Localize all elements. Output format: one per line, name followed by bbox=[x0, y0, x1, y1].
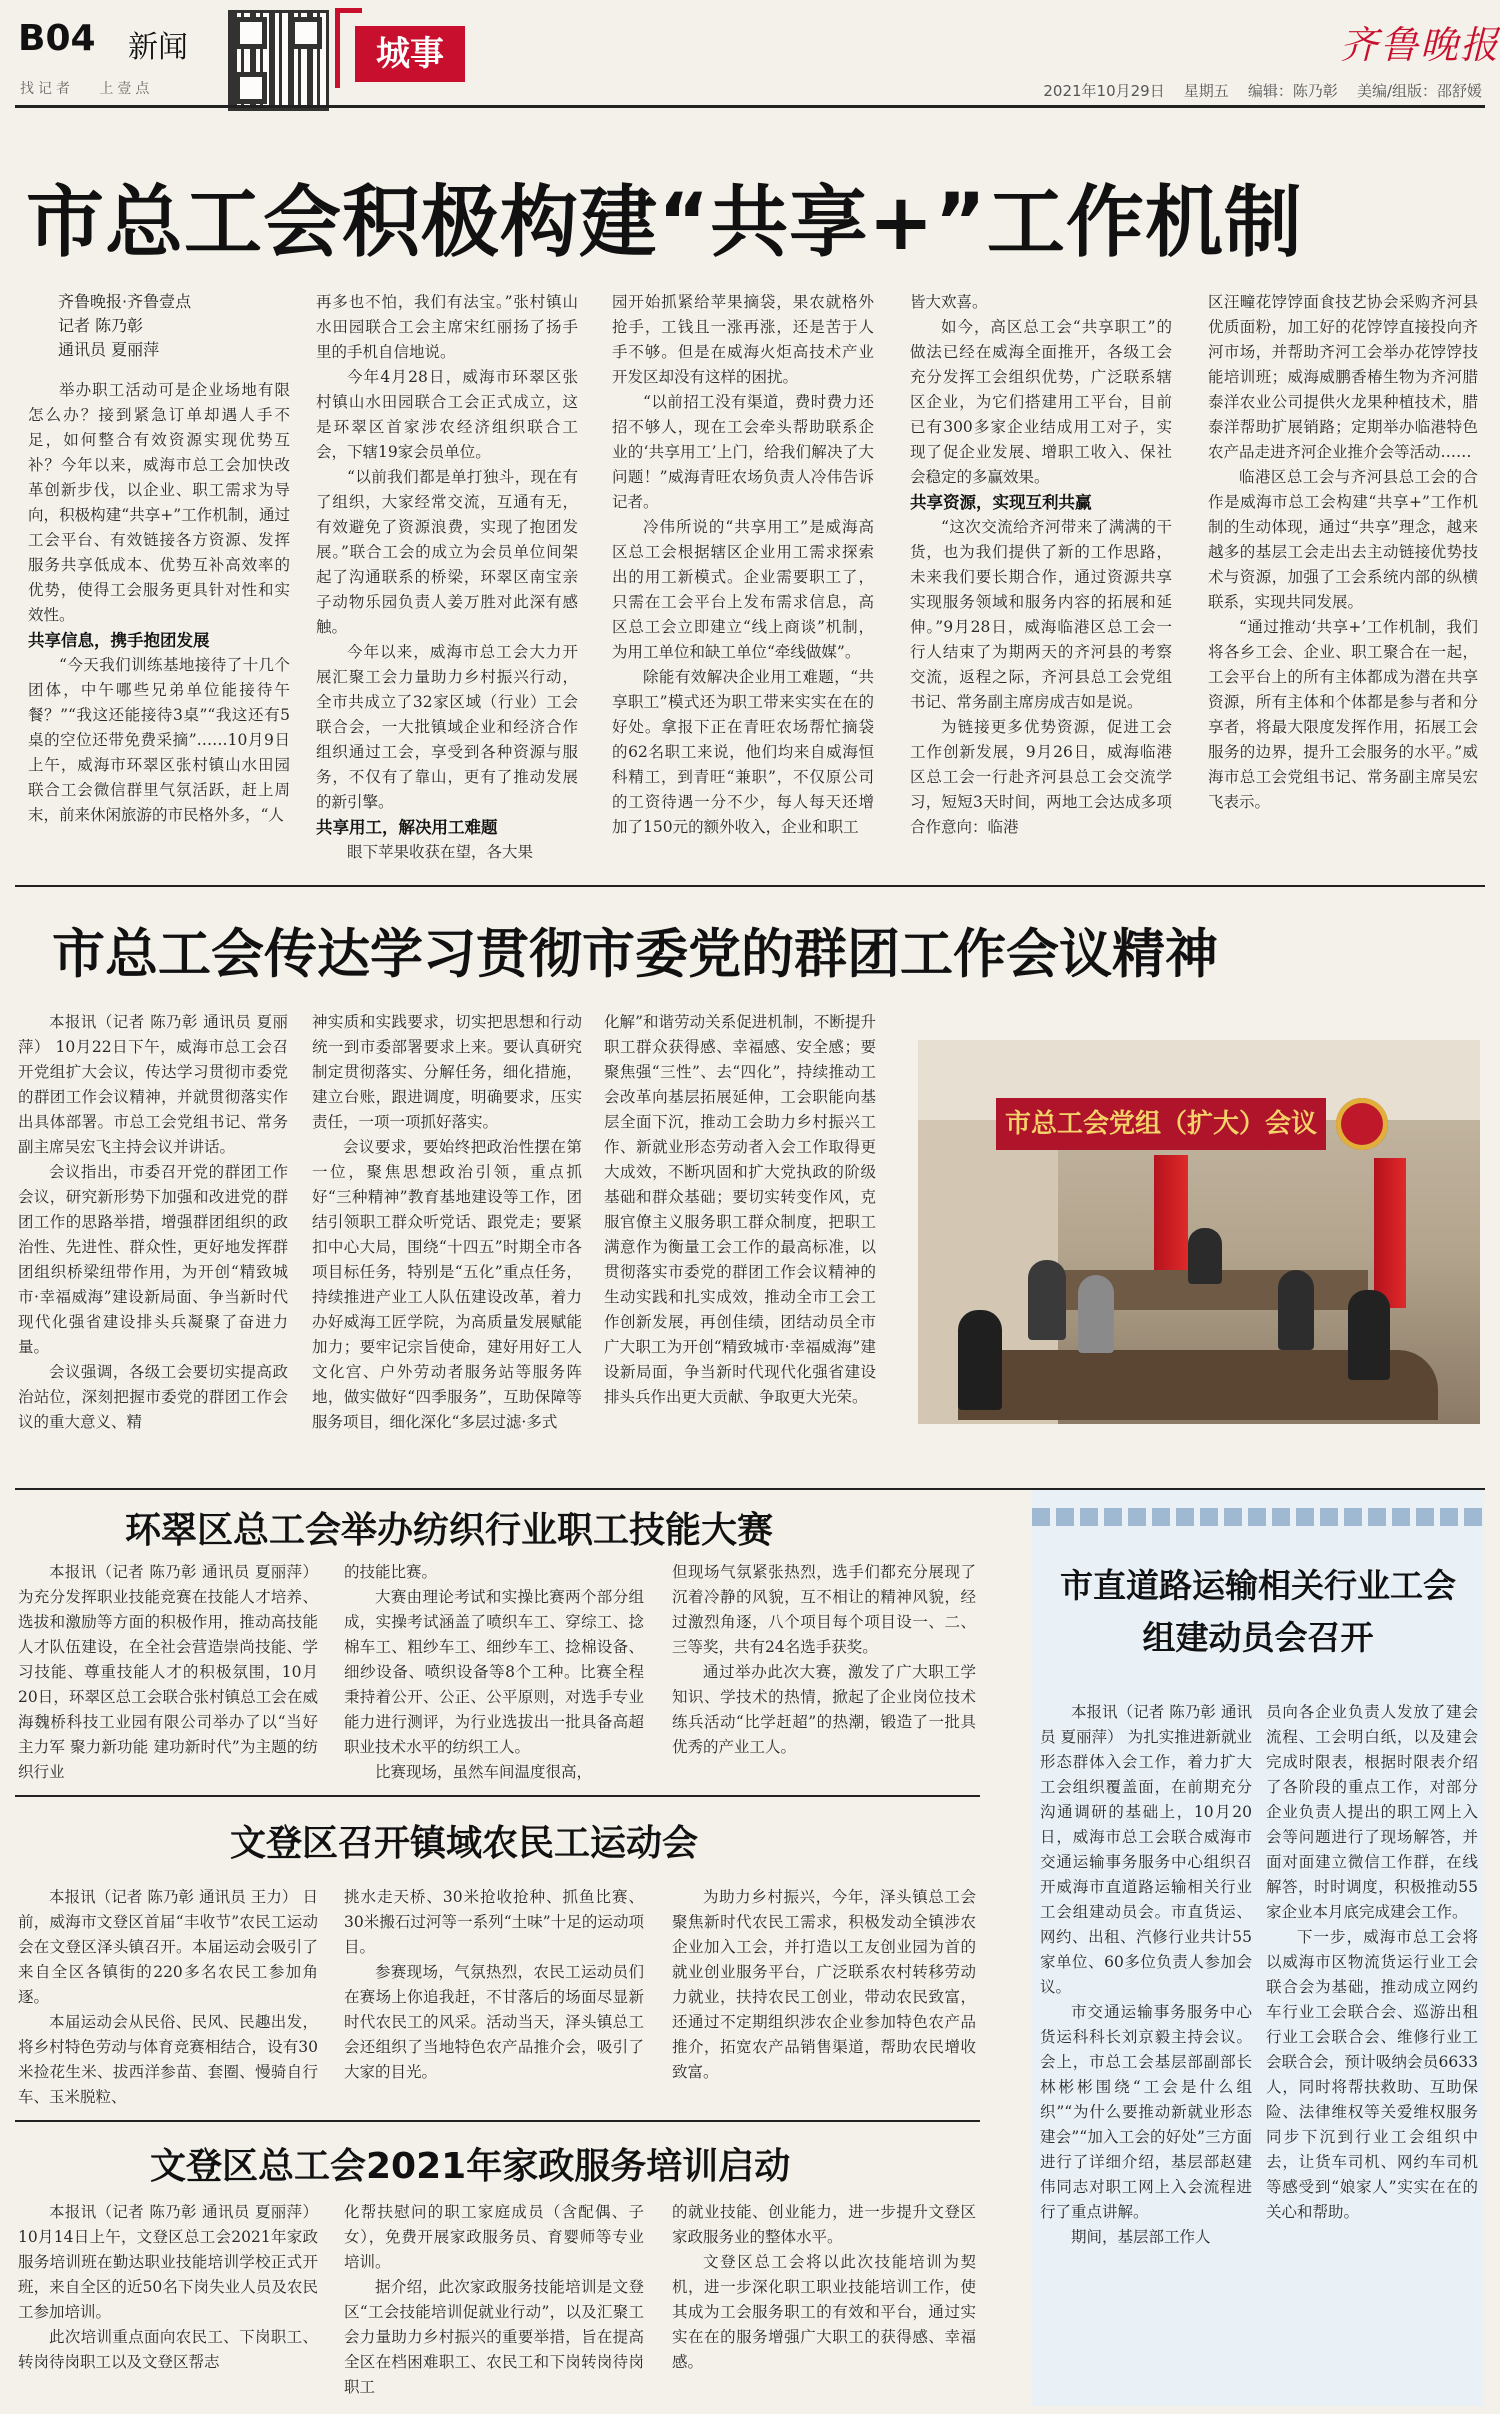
headline-textile-contest: 环翠区总工会举办纺织行业职工技能大赛 bbox=[125, 1510, 774, 1551]
subheading: 共享用工，解决用工难题 bbox=[316, 818, 498, 837]
meeting-photo bbox=[918, 1040, 1480, 1424]
party-emblem-icon bbox=[1336, 1098, 1388, 1150]
article4-column-2: 挑水走天桥、30米抢收抢种、抓鱼比赛、30米搬石过河等一系列“土味”十足的运动项目。 参赛现场，气氛热烈，农民工运动员们在赛场上你追我赶，不甘落后的场面尽显新时代农民工的风采。活动当天，泽头镇总工会还组织了当地特色农产品推介会，吸引了大家的目光。 bbox=[344, 1888, 644, 2081]
paper-logo: 齐鲁晚报 bbox=[1340, 23, 1500, 67]
headline-shared-mechanism: 市总工会积极构建“共享+”工作机制 bbox=[26, 178, 1303, 268]
subheading: 共享信息，携手抱团发展 bbox=[28, 631, 210, 650]
qr-code-icon bbox=[228, 10, 329, 111]
divider bbox=[15, 1795, 980, 1797]
article3-column-1: 本报讯（记者 陈乃彰 通讯员 夏丽萍） 为充分发挥职业技能竞赛在技能人才培养、选拔和激励等方面的积极作用，推动高技能人才队伍建设，在全社会营造崇尚技能、学习技能、尊重技能人才的积极氛围，10月20日，环翠区总工会联合张村镇总工会在威海魏桥科技工业园有限公司举办了以“当好主力军 聚力新功能 建功新时代”为主题的纺织行业 bbox=[18, 1563, 318, 1781]
page-number: B04 bbox=[18, 18, 96, 59]
headline-housekeeping-training: 文登区总工会2021年家政服务培训启动 bbox=[150, 2146, 791, 2187]
divider bbox=[15, 2120, 980, 2122]
article1-column-3: 园开始抓紧给苹果摘袋，果农就格外抢手，工钱且一涨再涨，还是苦于人手不够。但是在威海火炬高技术产业开发区却没有这样的困扰。 “以前招工没有渠道，费时费力还招不够人，现在工会牵头帮助联系企业的‘共享用工’上门，给我们解决了大问题！”威海青旺农场负责人冷伟告诉记者。 冷伟所说的“共享用工”是威海高区总工会根据辖区企业用工需求探索出的用工新模式。企业需要职工了，只需在工会平台上发布需求信息，高区总工会立即建立“线上商谈”机制，为用工单位和缺工单位“牵线做媒”。 除能有效解决企业用工难题，“共享职工”模式还为职工带来实实在在的好处。拿报下正在青旺农场帮忙摘袋的62名职工来说，他们均来自威海恒科精工，到青旺“兼职”，不仅原公司的工资待遇一分不少，每人每天还增加了150元的额外收入，企业和职工 bbox=[612, 293, 874, 836]
article1-column-5: 区汪疃花饽饽面食技艺协会采购齐河县优质面粉，加工好的花饽饽直接投向齐河市场，并帮助齐河工会举办花饽饽技能培训班；威海威鹏香椿生物为齐河腊泰洋农业公司提供火龙果种植技术，腊泰洋帮助扩展销路；定期举办临港特色农产品走进齐河企业推介会等活动…… 临港区总工会与齐河县总工会的合作是威海市总工会构建“共享+”工作机制的生动体现，通过“共享”理念，越来越多的基层工会走出去主动链接优势技术与资源，加强了工会系统内部的纵横联系，实现共同发展。 “通过推动‘共享+’工作机制，我们将各乡工会、企业、职工聚合在一起，工会平台上的所有主体都成为潜在共享资源，所有主体和个体都是参与者和分享者，将最大限度发挥作用，拓展工会服务的边界，提升工会服务的水平。”威海市总工会党组书记、常务副主席吴宏飞表示。 bbox=[1208, 293, 1478, 811]
article1-column-4: 皆大欢喜。 如今，高区总工会“共享职工”的做法已经在威海全面推开，各级工会充分发挥工会组织优势，广泛联系辖区企业，为它们搭建用工平台，目前已有300多家企业结成用工对子，实现了促企业发展、增职工收入、保社会稳定的多赢效果。 共享资源，实现互利共赢 “这次交流给齐河带来了满满的干货，也为我们提供了新的工作思路，未来我们要长期合作，通过资源共享实现服务领域和服务内容的拓展和延伸。”9月28日，威海临港区总工会一行人结束了为期两天的齐河县的考察交流，返程之际，齐河县总工会党组书记、常务副主席房成吉如是说。 为链接更多优势资源，促进工会工作创新发展，9月26日，威海临港区总工会一行赴齐河县总工会交流学习，短短3天时间，两地工会达成多项合作意向：临港 bbox=[910, 293, 1172, 836]
article2-column-3: 化解”和谐劳动关系促进机制，不断提升职工群众获得感、幸福感、安全感；要聚焦强“三性”、去“四化”，持续推动工会改革向基层拓展延伸，工会职能向基层全面下沉，推动工会助力乡村振兴工作、新就业形态劳动者入会工作取得更大成效，不断巩固和扩大党执政的阶级基础和群众基础；要切实转变作风，克服官僚主义服务职工群众制度，把职工满意作为衡量工会工作的最高标准，以贯彻落实市委党的群团工作会议精神的生动实践和扎实成效，推动全市工会工作创新发展，再创佳绩，团结动员全市广大职工为开创“精致城市·幸福威海”建设新局面，争当新时代现代化强省建设排头兵作出更大贡献、争取更大光荣。 bbox=[604, 1013, 876, 1406]
article5-column-1: 本报讯（记者 陈乃彰 通讯员 夏丽萍） 10月14日上午，文登区总工会2021年家政服务培训班在勤达职业技能培训学校正式开班，来自全区的近50名下岗失业人员及农民工参加培训。 此次培训重点面向农民工、下岗职工、转岗待岗职工以及文登区帮志 bbox=[18, 2203, 318, 2371]
subheading: 共享资源，实现互利共赢 bbox=[910, 493, 1092, 512]
article2-column-2: 神实质和实践要求，切实把思想和行动统一到市委部署要求上来。要认真研究制定贯彻落实、分解任务，细化措施，建立台账，跟进调度，明确要求，压实责任，一项一项抓好落实。 会议要求，要始终把政治性摆在第一位，聚焦思想政治引领，重点抓好“三种精神”教育基地建设等工作，团结引领职工群众听党话、跟党走；要紧扣中心大局，围绕“十四五”时期全市各项目标任务，特别是“五化”重点任务，持续推进产业工人队伍建设改革，着力办好威海工匠学院，为高质量发展赋能加力；要牢记宗旨使命，建好用好工人文化宫、户外劳动者服务站等服务阵地，做实做好“四季服务”，互助保障等服务项目，细化深化“多层过滤·多式 bbox=[312, 1013, 582, 1431]
article2-column-1: 本报讯（记者 陈乃彰 通讯员 夏丽萍） 10月22日下午，威海市总工会召开党组扩大会议，传达学习贯彻市委党的群团工作会议精神，并就贯彻落实作出具体部署。市总工会党组书记、常务副主席吴宏飞主持会议并讲话。 会议指出，市委召开党的群团工作会议，研究新形势下加强和改进党的群团工作的思路举措，增强群团组织的政治性、先进性、群众性，更好地发挥群团组织桥梁纽带作用，为开创“精致城市·幸福威海”建设新局面、争当新时代现代化强省建设排头兵凝聚了奋进力量。 会议强调，各级工会要切实提高政治站位，深刻把握市委党的群团工作会议的重大意义、精 bbox=[18, 1013, 288, 1431]
article4-column-1: 本报讯（记者 陈乃彰 通讯员 王力） 日前，威海市文登区首届“丰收节”农民工运动会在文登区泽头镇召开。本届运动会吸引了来自全区各镇街的220多名农民工参加角逐。 本届运动会从民俗、民风、民趣出发，将乡村特色劳动与体育竞赛相结合，设有30米捡花生米、拔西洋参苗、套圈、慢骑自行车、玉米脱粒、 bbox=[18, 1888, 318, 2106]
masthead-rule bbox=[15, 105, 1485, 108]
meeting-banner: 市总工会党组（扩大）会议 bbox=[996, 1098, 1326, 1150]
section-name: 新闻 bbox=[128, 30, 188, 65]
article1-column-2: 再多也不怕，我们有法宝。”张村镇山水田园联合工会主席宋红丽扬了扬手里的手机自信地说。 今年4月28日，威海市环翠区张村镇山水田园联合工会正式成立，这是环翠区首家涉农经济组织联合工会，下辖19家会员单位。 “以前我们都是单打独斗，现在有了组织，大家经常交流，互通有无，有效避免了资源浪费，实现了抱团发展。”联合工会的成立为会员单位间架起了沟通联系的桥梁，环翠区南宝亲子动物乐园负责人姜万胜对此深有感触。 今年以来，威海市总工会大力开展汇聚工会力量助力乡村振兴行动，全市共成立了32家区域（行业）工会联合会，一大批镇域企业和经济合作组织通过工会，享受到各种资源与服务，不仅有了靠山，更有了推动发展的新引擎。 共享用工，解决用工难题 眼下苹果收获在望，各大果 bbox=[316, 293, 578, 861]
flag-icon bbox=[1374, 1158, 1406, 1308]
sidebar-accent-bar bbox=[1032, 1508, 1484, 1526]
article4-column-3: 为助力乡村振兴，今年，泽头镇总工会聚焦新时代农民工需求，积极发动全镇涉农企业加入工会，并打造以工友创业园为首的就业创业服务平台，广泛联系农村转移劳动力就业，扶持农民工创业，带动农民致富，还通过不定期组织涉农企业参加特色农产品推介，拓宽农产品销售渠道，帮助农民增收致富。 bbox=[672, 1888, 976, 2081]
column-tag: 城事 bbox=[355, 26, 465, 82]
slogan: 找记者 上壹点 bbox=[20, 81, 154, 97]
headline-migrant-sports: 文登区召开镇域农民工运动会 bbox=[230, 1823, 699, 1864]
masthead bbox=[0, 0, 1500, 120]
divider bbox=[15, 885, 1485, 887]
date-line: 2021年10月29日 星期五 编辑：陈乃彰 美编/组版：邵舒媛 bbox=[1043, 82, 1482, 100]
article6-column-2: 员向各企业负责人发放了建会流程、工会明白纸，以及建会完成时限表，根据时限表介绍了各阶段的重点工作，对部分企业负责人提出的职工网上入会等问题进行了现场解答，并面对面建立微信工作群，在线解答，时时调度，积极推动55家企业本月底完成建会工作。 下一步，威海市总工会将以威海市区物流货运行业工会联合会为基础，推动成立网约车行业工会联合会、巡游出租行业工会联合会、维修行业工会联合会，预计吸纳会员6633人，同时将帮扶救助、互助保险、法律维权等关爱维权服务同步下沉到行业工会组织中去，让货车司机、网约车司机等感受到“娘家人”实实在在的关心和帮助。 bbox=[1266, 1703, 1478, 2221]
article3-column-2: 的技能比赛。 大赛由理论考试和实操比赛两个部分组成，实操考试涵盖了喷织车工、穿综工、捻棉车工、粗纱车工、细纱车工、捻棉设备、细纱设备、喷织设备等8个工种。比赛全程秉持着公开、公正、公平原则，对选手专业能力进行测评，为行业选拔出一批具备高超职业技术水平的纺织工人。 比赛现场，虽然车间温度很高， bbox=[344, 1563, 644, 1781]
article3-column-3: 但现场气氛紧张热烈，选手们都充分展现了沉着冷静的风貌，互不相让的精神风貌，经过激烈角逐，八个项目每个项目设一、二、三等奖，共有24名选手获奖。 通过举办此次大赛，激发了广大职工学知识、学技术的热情，掀起了企业岗位技术练兵活动“比学赶超”的热潮，锻造了一批具优秀的产业工人。 bbox=[672, 1563, 976, 1756]
headline-group-work-meeting: 市总工会传达学习贯彻市委党的群团工作会议精神 bbox=[52, 924, 1218, 985]
article5-column-3: 的就业技能、创业能力，进一步提升文登区家政服务业的整体水平。 文登区总工会将以此次技能培训为契机，进一步深化职工职业技能培训工作，使其成为工会服务职工的有效和平台，通过实实在在的服务增强广大职工的获得感、幸福感。 bbox=[672, 2203, 976, 2371]
headline-road-transport-union: 市直道路运输相关行业工会 组建动员会召开 bbox=[1060, 1566, 1456, 1657]
byline: 齐鲁晚报·齐鲁壹点 记者 陈乃彰 通讯员 夏丽萍 bbox=[58, 292, 192, 359]
article6-column-1: 本报讯（记者 陈乃彰 通讯员 夏丽萍） 为扎实推进新就业形态群体入会工作，着力扩大工会组织覆盖面，在前期充分沟通调研的基础上，10月20日，威海市总工会联合威海市交通运输事务服务中心组织召开威海市直道路运输相关行业工会组建动员会。市直货运、网约、出租、汽修行业共计55家单位、60多位负责人参加会议。 市交通运输事务服务中心货运科科长刘京毅主持会议。会上，市总工会基层部副部长林彬彬围绕“工会是什么组织”“为什么要推动新就业形态建会”“加入工会的好处”三方面进行了详细介绍，基层部赵建伟同志对职工网上入会流程进行了重点讲解。 期间，基层部工作人 bbox=[1040, 1703, 1252, 2246]
article5-column-2: 化帮扶慰问的职工家庭成员（含配偶、子女），免费开展家政服务员、育婴师等专业培训。 据介绍，此次家政服务技能培训是文登区“工会技能培训促就业行动”，以及汇聚工会力量助力乡村振兴的重要举措，旨在提高全区在档困难职工、农民工和下岗转岗待岗职工 bbox=[344, 2203, 644, 2396]
article1-column-1: 举办职工活动可是企业场地有限怎么办？接到紧急订单却遇人手不足，如何整合有效资源实现优势互补？今年以来，威海市总工会加快改革创新步伐，以企业、职工需求为导向，积极构建“共享+”工作机制，通过工会平台、有效链接各方资源、发挥服务共享低成本、优势互补高效率的优势，使得工会服务更具针对性和实效性。 共享信息，携手抱团发展 “今天我们训练基地接待了十几个团体，中午哪些兄弟单位能接待午餐？”“我这还能接待3桌”“我这还有5桌的空位还带免费采摘”……10月9日上午，威海市环翠区张村镇山水田园联合工会微信群里气氛活跃，赶上周末，前来休闲旅游的市民格外多，“人 bbox=[28, 381, 290, 824]
